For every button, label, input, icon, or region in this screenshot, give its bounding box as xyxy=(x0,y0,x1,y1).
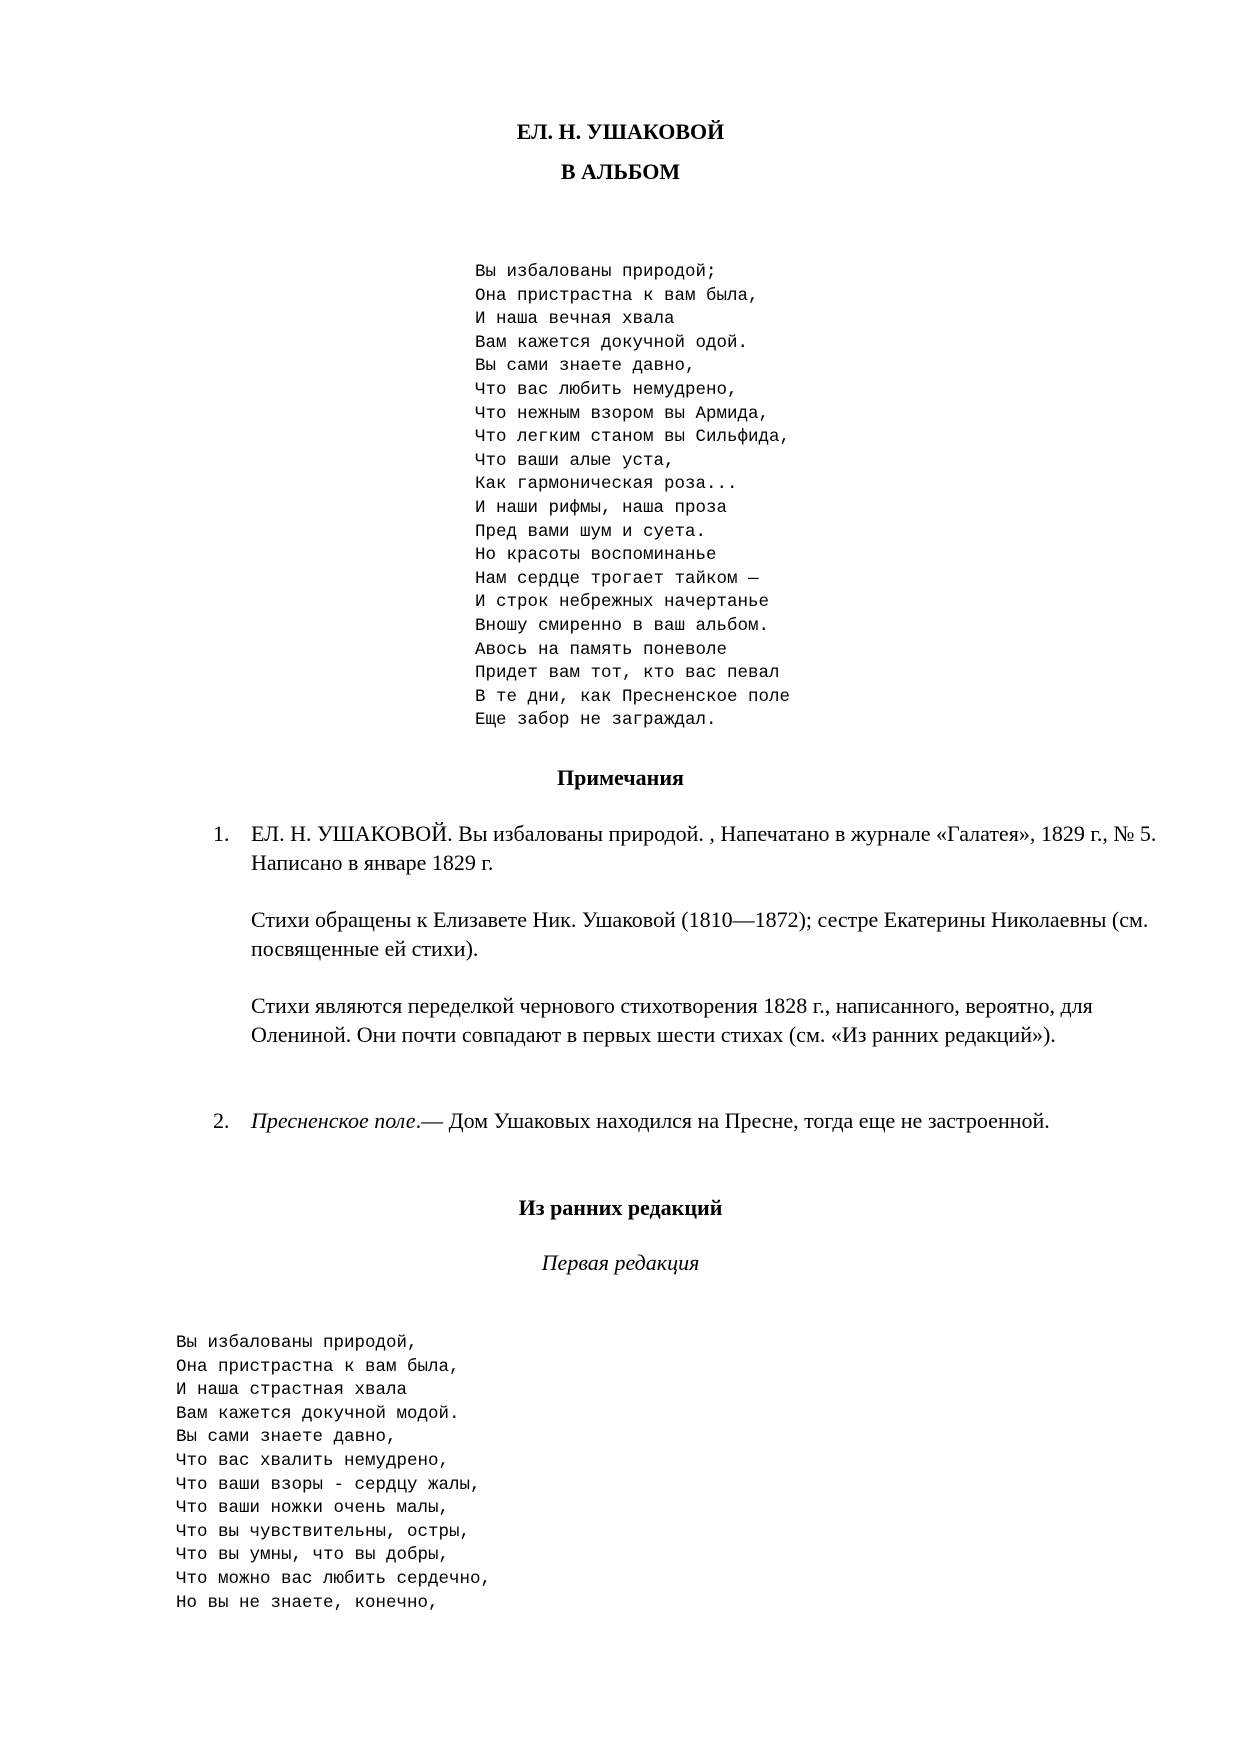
early-poem-line: Она пристрастна к вам была, xyxy=(176,1356,460,1377)
note-1-paragraph-3: Стихи являются переделкой чернового стихотворения 1828 г., написанного, вероятно, для Олениной. Они почти совпадают в первых шести стихах (см. «Из ранних редакций»). xyxy=(251,993,1093,1047)
early-poem-line: Что вы чувствительны, остры, xyxy=(176,1521,471,1542)
early-poem-line: Вы сами знаете давно, xyxy=(176,1427,397,1448)
poem-line: Нам сердце трогает тайком — xyxy=(475,568,759,589)
poem-line: Придет вам тот, кто вас певал xyxy=(475,663,780,684)
early-poem-line: Что вас хвалить немудрено, xyxy=(176,1450,450,1471)
note-1-text: ЕЛ. Н. УШАКОВОЙ. Вы избалованы природой. , Напечатано в журнале «Галатея», 1829 г., № 5. Написано в январе 1829 г. xyxy=(251,821,1157,875)
early-poem-line: Но вы не знаете, конечно, xyxy=(176,1592,439,1613)
note-2-text xyxy=(251,1107,1161,1136)
poem-line: И наша вечная хвала xyxy=(475,309,675,330)
early-poem-line: Что ваши ножки очень малы, xyxy=(176,1498,450,1519)
poem-title: ЕЛ. Н. УШАКОВОЙ xyxy=(516,119,725,144)
early-poem-line: Что вы умны, что вы добры, xyxy=(176,1545,450,1566)
poem-line: В те дни, как Пресненское поле xyxy=(475,686,791,707)
poem-subtitle: В АЛЬБОМ xyxy=(560,159,681,184)
first-edition-heading: Первая редакция xyxy=(541,1250,700,1275)
poem-line: Вы сами знаете давно, xyxy=(475,356,696,377)
early-poem-text xyxy=(176,1332,491,1615)
note-2-number: 2. xyxy=(213,1108,230,1133)
poem-text xyxy=(475,261,790,733)
early-poem-line: Вы избалованы природой, xyxy=(176,1333,418,1353)
poem-line: Что нежным взором вы Армида, xyxy=(475,403,770,424)
poem-line: Она пристрастна к вам была, xyxy=(475,285,759,306)
poem-line: Но красоты воспоминанье xyxy=(475,545,717,566)
poem-line: Вам кажется докучной одой. xyxy=(475,332,749,353)
notes-heading: Примечания xyxy=(557,765,684,790)
early-poem-line: Что ваши взоры - сердцу жалы, xyxy=(176,1474,481,1495)
poem-line: Что легким станом вы Сильфида, xyxy=(475,427,791,448)
early-poem-line: Вам кажется докучной модой. xyxy=(176,1403,460,1424)
poem-line: Авось на память поневоле xyxy=(475,639,728,660)
poem-line: Вы избалованы природой; xyxy=(475,262,717,282)
poem-line: Вношу смиренно в ваш альбом. xyxy=(475,615,770,636)
poem-line: Что вас любить немудрено, xyxy=(475,379,738,400)
poem-line: Пред вами шум и суета. xyxy=(475,521,707,542)
note-1-paragraph-2: Стихи обращены к Елизавете Ник. Ушаковой (1810—1872); сестре Екатерины Николаевны (см. посвященные ей стихи). xyxy=(251,907,1149,961)
poem-line: Еще забор не заграждал. xyxy=(475,710,717,731)
early-versions-heading: Из ранних редакций xyxy=(518,1195,723,1220)
note-2-description: .— Дом Ушаковых находился на Пресне, тогда еще не застроенной. xyxy=(415,1108,1050,1133)
early-poem-line: И наша страстная хвала xyxy=(176,1380,408,1401)
note-2-term: Пресненское поле xyxy=(251,1108,416,1133)
poem-line: И строк небрежных начертанье xyxy=(475,592,770,613)
early-poem-line: Что можно вас любить сердечно, xyxy=(176,1568,492,1589)
poem-line: И наши рифмы, наша проза xyxy=(475,497,728,518)
poem-line: Как гармоническая роза... xyxy=(475,474,738,495)
note-1-number: 1. xyxy=(213,821,230,846)
poem-line: Что ваши алые уста, xyxy=(475,450,675,471)
